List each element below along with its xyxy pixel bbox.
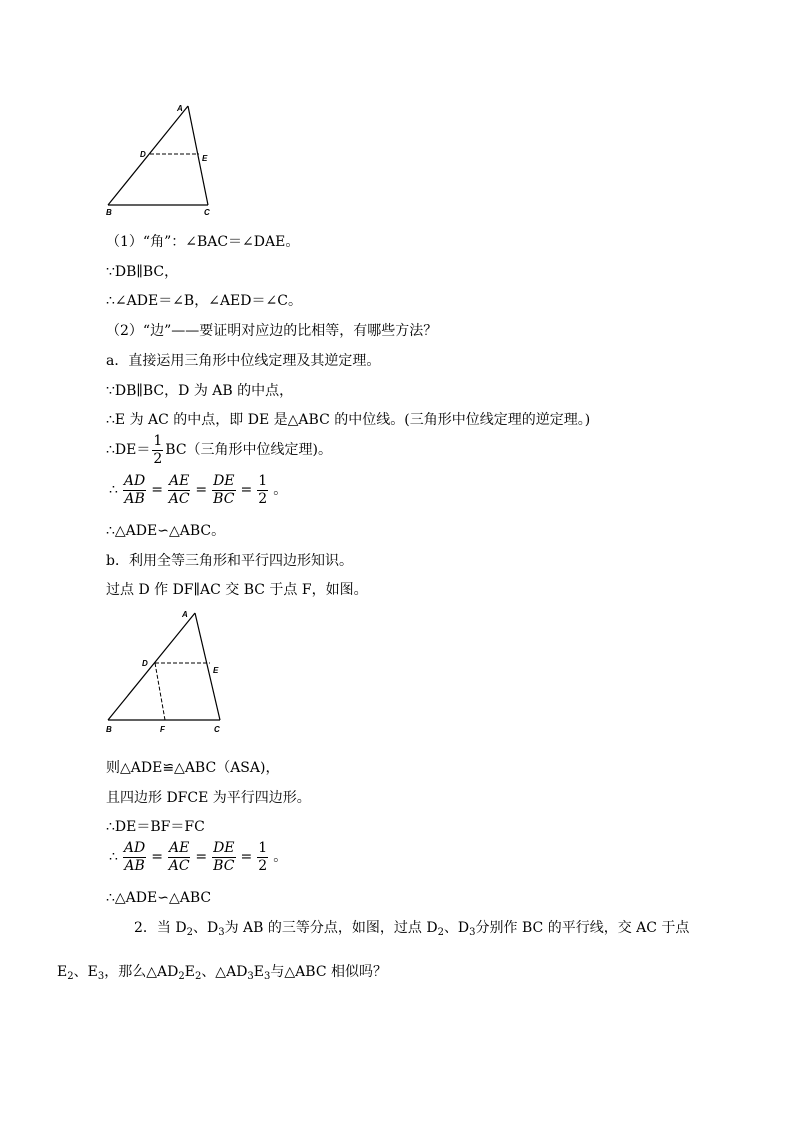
q2-text: 、D [192, 920, 219, 936]
q2-text: 2．当 D [134, 920, 187, 936]
label-e: E [202, 154, 208, 163]
subscript: 2 [186, 927, 193, 938]
side-question: （2）“边”——要证明对应边的比相等，有哪些方法？ [106, 323, 438, 339]
sentence-end: 。 [273, 482, 288, 498]
midpoint-given: ∵DB∥BC，D 为 AB 的中点， [106, 383, 294, 399]
equals-sign: = [195, 482, 208, 498]
denominator-two: 2 [258, 857, 268, 874]
fraction-one-half [257, 473, 268, 508]
equals-sign: = [195, 849, 208, 865]
subscript: 2 [178, 971, 185, 982]
triangle-figure-2 [100, 605, 230, 740]
q2-text: E [57, 964, 68, 980]
fraction-ae-ac [168, 473, 190, 508]
numerator-one: 1 [258, 839, 268, 856]
label-b: B [106, 725, 112, 734]
fraction-de-bc [212, 473, 235, 508]
numerator-de: DE [213, 839, 235, 856]
parallel-given: ∵DB∥BC， [106, 264, 179, 280]
half-numerator: 1 [153, 432, 163, 449]
therefore-symbol: ∴ [109, 849, 118, 865]
q2-text: ，那么△AD [104, 964, 179, 980]
half-denominator: 2 [153, 450, 163, 467]
fraction-ad-ab [123, 473, 146, 508]
subscript: 3 [264, 971, 271, 982]
equals-sign: = [151, 849, 163, 865]
label-a: A [177, 104, 183, 113]
de-half-bc [106, 432, 332, 468]
subscript: 2 [437, 927, 444, 938]
numerator-ae: AE [169, 472, 190, 489]
denominator-ac: AC [168, 857, 190, 874]
congruence-statement: 则△ADE≌△ABC（ASA)， [106, 760, 280, 776]
fraction-one-half [257, 840, 268, 875]
method-a-heading: a．直接运用三角形中位线定理及其逆定理。 [106, 353, 381, 369]
label-c: C [214, 725, 220, 734]
question-2-line-2 [57, 962, 387, 982]
label-d: D [140, 150, 146, 159]
de-half-suffix: BC（三角形中位线定理)。 [165, 442, 333, 458]
subscript: 2 [67, 971, 74, 982]
numerator-ad: AD [123, 839, 146, 856]
half-fraction [152, 433, 163, 468]
ratio-equation-2 [106, 839, 290, 875]
label-c: C [204, 208, 210, 217]
equals-sign: = [240, 849, 253, 865]
q2-text: 为 AB 的三等分点，如图，过点 D [224, 920, 438, 936]
construction-step: 过点 D 作 DF∥AC 交 BC 于点 F，如图。 [106, 582, 368, 598]
angle-statement: （1）“角”：∠BAC＝∠DAE。 [106, 234, 300, 250]
q2-text: 、E [73, 964, 98, 980]
de-half-prefix: ∴DE＝ [106, 442, 151, 458]
denominator-bc: BC [213, 490, 235, 507]
fraction-ae-ac [168, 840, 190, 875]
fraction-ad-ab [123, 840, 146, 875]
subscript: 3 [97, 971, 105, 982]
q2-text: 与△ABC 相似吗？ [270, 964, 387, 980]
numerator-ae: AE [169, 839, 190, 856]
ratio-equation-1 [106, 472, 290, 508]
label-e: E [213, 666, 219, 675]
label-b: B [106, 208, 112, 217]
question-2-line-1 [134, 918, 689, 938]
label-f: F [160, 725, 165, 734]
subscript: 3 [247, 971, 254, 982]
denominator-bc: BC [213, 857, 235, 874]
midline-conclusion: ∴E 为 AC 的中点，即 DE 是△ABC 的中位线。(三角形中位线定理的逆定理。) [106, 412, 591, 428]
equals-sign: = [240, 482, 253, 498]
denominator-two: 2 [258, 490, 268, 507]
q2-text: 、△AD [201, 964, 248, 980]
subscript: 3 [469, 927, 476, 938]
q2-text: E [184, 964, 195, 980]
equals-sign: = [151, 482, 163, 498]
segment-df [155, 663, 165, 720]
segments-equal: ∴DE＝BF＝FC [106, 819, 205, 835]
denominator-ab: AB [124, 857, 145, 874]
numerator-one: 1 [258, 472, 268, 489]
parallelogram-statement: 且四边形 DFCE 为平行四边形。 [106, 790, 311, 806]
numerator-de: DE [213, 472, 235, 489]
q2-text: 、D [443, 920, 470, 936]
therefore-symbol: ∴ [109, 482, 118, 498]
label-a: A [182, 610, 188, 619]
label-d: D [142, 659, 148, 668]
fraction-de-bc [212, 840, 235, 875]
similarity-conclusion-2: ∴△ADE∽△ABC [106, 890, 212, 906]
sentence-end: 。 [273, 849, 288, 865]
denominator-ac: AC [168, 490, 190, 507]
q2-text: 分别作 BC 的平行线，交 AC 于点 [475, 920, 690, 936]
subscript: 2 [194, 971, 202, 982]
method-b-heading: b．利用全等三角形和平行四边形知识。 [106, 553, 353, 569]
q2-text: E [253, 964, 265, 980]
subscript: 3 [218, 927, 225, 938]
segment-ab [108, 613, 195, 720]
angle-conclusion: ∴∠ADE＝∠B，∠AED＝∠C。 [106, 293, 302, 309]
segment-ab [108, 106, 188, 205]
triangle-figure-1 [100, 100, 220, 220]
similarity-conclusion-1: ∴△ADE∽△ABC。 [106, 523, 226, 539]
numerator-ad: AD [123, 472, 146, 489]
denominator-ab: AB [124, 490, 145, 507]
